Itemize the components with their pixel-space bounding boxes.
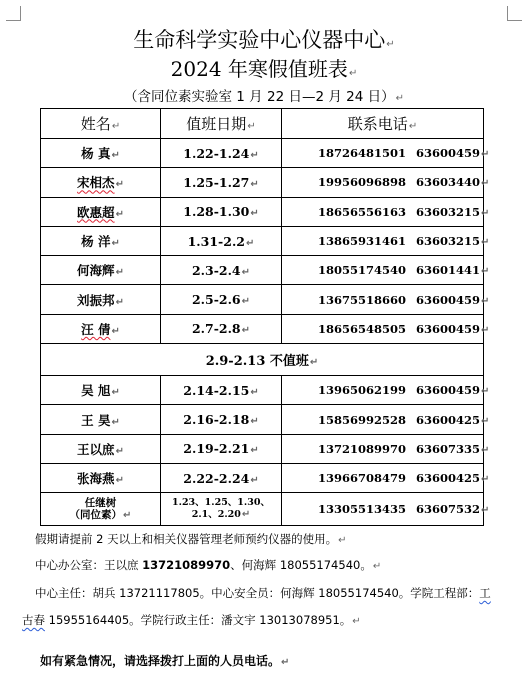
document-date-range: （含同位素实验室 1 月 22 日—2 月 24 日）↵ (124, 89, 404, 105)
non-duty-notice: 2.9-2.13 不值班↵ (41, 344, 484, 376)
table-row (41, 197, 484, 226)
table-row (41, 285, 484, 314)
contact-phone: 13965062199 63600459↵ (282, 376, 484, 405)
contact-phone: 19956096898 63603440↵ (282, 168, 484, 197)
header-phone: 联系电话↵ (282, 109, 484, 139)
duty-date: 1.23、1.25、1.30、 2.1、2.20↵ (161, 493, 282, 526)
staff-name: 宋相杰↵ (41, 168, 161, 197)
header-date: 值班日期↵ (161, 109, 282, 139)
office-contacts: 中心办公室：王以庶 13721089970、何海辉 18055174540。↵ (35, 558, 382, 572)
duty-date: 2.19-2.21↵ (161, 434, 282, 463)
contact-phone: 18656548505 63600459↵ (282, 314, 484, 343)
emergency-note: 如有紧急情况，请选择拨打上面的人员电话。↵ (40, 654, 290, 668)
header-name: 姓名↵ (41, 109, 161, 139)
staff-name: 王 昊↵ (41, 405, 161, 434)
duty-table (40, 108, 490, 526)
staff-name: 汪 倩↵ (41, 314, 161, 343)
contact-phone: 18726481501 63600459↵ (282, 139, 484, 168)
table-row (41, 168, 484, 197)
staff-name: 杨 洋↵ (41, 226, 161, 255)
staff-name: 何海辉↵ (41, 256, 161, 285)
duty-date: 1.28-1.30↵ (161, 197, 282, 226)
contact-phone: 18055174540 63601441↵ (282, 256, 484, 285)
duty-date: 2.14-2.15↵ (161, 376, 282, 405)
page-corner-mark (6, 6, 21, 21)
director-contacts-continued: 古春 15955164405。学院行政主任：潘文宇 13013078951。↵ (22, 613, 361, 627)
staff-name: 张海燕↵ (41, 463, 161, 492)
duty-date: 2.3-2.4↵ (161, 256, 282, 285)
staff-name: 欧惠超↵ (41, 197, 161, 226)
contact-phone: 15856992528 63600425↵ (282, 405, 484, 434)
document-title: 生命科学实验中心仪器中心↵ (133, 28, 395, 52)
duty-date: 2.5-2.6↵ (161, 285, 282, 314)
duty-date: 1.31-2.2↵ (161, 226, 282, 255)
table-row (41, 226, 484, 255)
non-duty-row (41, 344, 484, 376)
contact-phone: 13865931461 63603215↵ (282, 226, 484, 255)
table-header-row (41, 109, 484, 139)
duty-date: 2.7-2.8↵ (161, 314, 282, 343)
duty-date: 1.22-1.24↵ (161, 139, 282, 168)
table-row (41, 314, 484, 343)
duty-date: 2.22-2.24↵ (161, 463, 282, 492)
duty-date: 2.16-2.18↵ (161, 405, 282, 434)
contact-phone: 18656556163 63603215↵ (282, 197, 484, 226)
contact-phone: 13305513435 63607532↵ (282, 493, 484, 526)
table-row (41, 405, 484, 434)
contact-phone: 13675518660 63600459↵ (282, 285, 484, 314)
table-row (41, 463, 484, 492)
duty-date: 1.25-1.27↵ (161, 168, 282, 197)
booking-note: 假期请提前 2 天以上和相关仪器管理老师预约仪器的使用。↵ (35, 532, 347, 546)
table-row (41, 256, 484, 285)
contact-phone: 13721089970 63607335↵ (282, 434, 484, 463)
staff-name: 杨 真↵ (41, 139, 161, 168)
staff-name: 任继树 （同位素）↵ (41, 493, 161, 526)
staff-name: 王以庶↵ (41, 434, 161, 463)
table-row (41, 434, 484, 463)
table-row (41, 376, 484, 405)
table-row (41, 139, 484, 168)
table-row (41, 493, 484, 526)
director-contacts: 中心主任：胡兵 13721117805。中心安全员：何海辉 18055174540。学院工程部：工 (35, 586, 491, 600)
contact-phone: 13966708479 63600425↵ (282, 463, 484, 492)
document-subtitle: 2024 年寒假值班表↵ (170, 57, 358, 81)
staff-name: 吴 旭↵ (41, 376, 161, 405)
staff-name: 刘振邦↵ (41, 285, 161, 314)
page-corner-mark (507, 6, 522, 21)
